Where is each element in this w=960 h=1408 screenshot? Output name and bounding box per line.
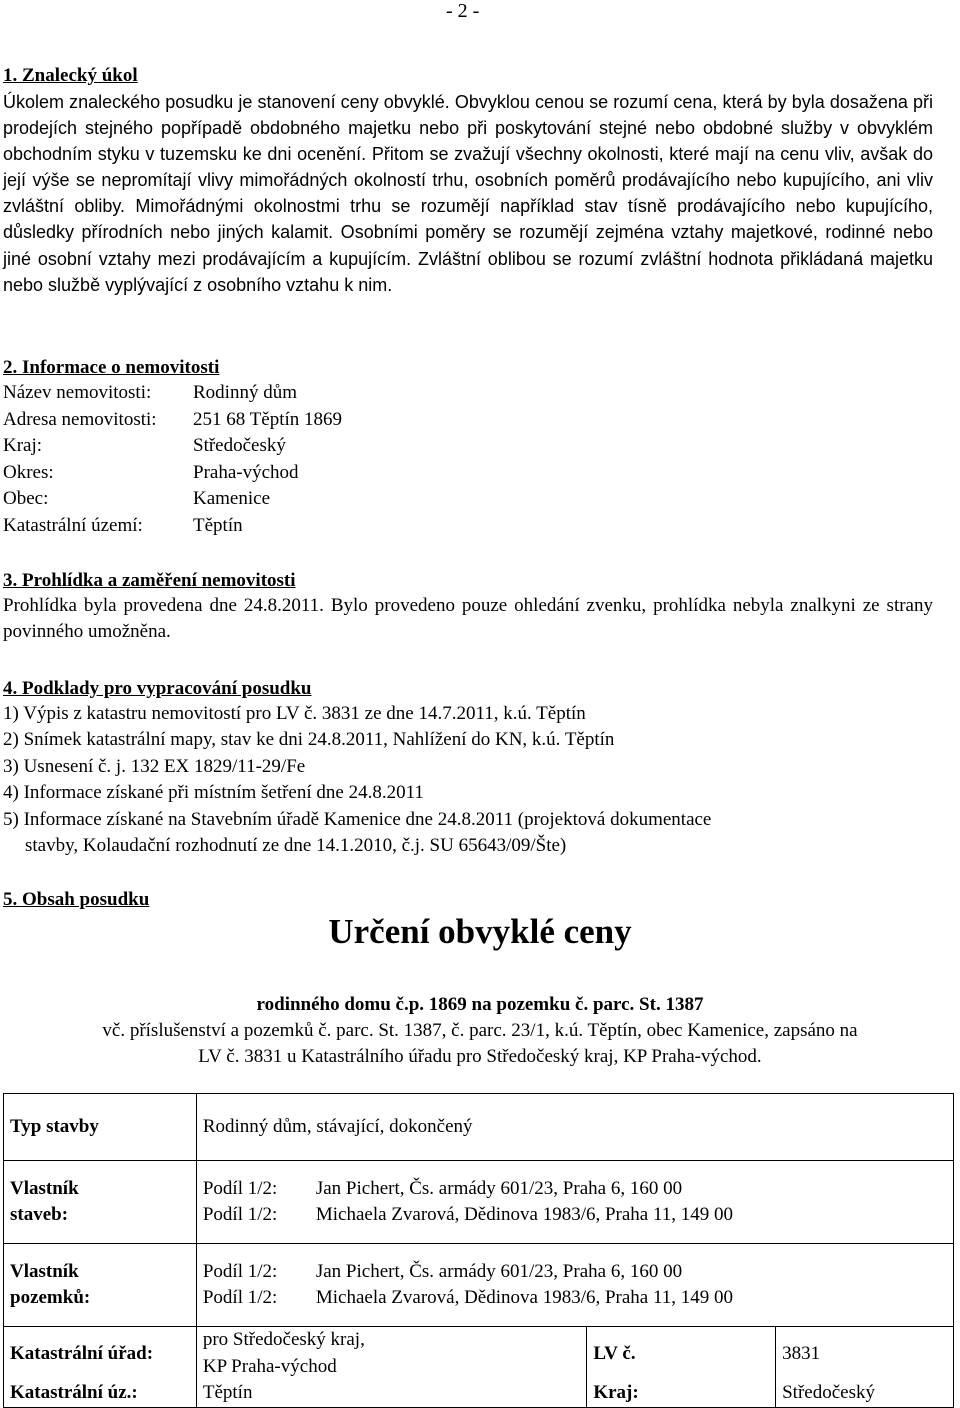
source-item: 4) Informace získané při místním šetření dne 24.8.2011 — [3, 782, 424, 804]
owner-share: Podíl 1/2: — [202, 1287, 278, 1308]
source-item: 2) Snímek katastrální mapy, stav ke dni 24.8.2011, Nahlížení do KN, k.ú. Těptín — [3, 729, 615, 751]
info-row — [3, 433, 933, 460]
vlastnik-pozemku-value — [196, 1244, 953, 1327]
source-item-continuation: stavby, Kolaudační rozhodnutí ze dne 14.1.2010, č.j. SU 65643/09/Šte) — [25, 835, 567, 857]
katastralni-urad-value-1: pro Středočeský kraj, — [202, 1329, 365, 1350]
typ-stavby-value: Rodinný dům, stávající, dokončený — [196, 1094, 953, 1161]
section-1-title: 1. Znalecký úkol — [3, 65, 138, 86]
vlastnik-pozemku-label-1: Vlastník — [10, 1260, 79, 1282]
section-3-text: Prohlídka byla provedena dne 24.8.2011. Bylo provedeno pouze ohledání zvenku, prohlídka nebyla znalkyni ze strany povinného umožněna. — [3, 595, 933, 643]
katastralni-urad-label: Katastrální úřad: — [10, 1343, 154, 1365]
lv-label: LV č. — [593, 1343, 636, 1365]
owner-row — [203, 1202, 947, 1229]
info-value: Praha-východ — [193, 461, 299, 483]
owner-share: Podíl 1/2: — [202, 1260, 278, 1282]
vlastnik-staveb-value — [196, 1161, 953, 1244]
owner-share: Podíl 1/2: — [202, 1177, 278, 1199]
katastr-labels-cell — [4, 1327, 197, 1408]
katastralni-urad-value-2: KP Praha-východ — [202, 1355, 337, 1377]
page-number: - 2 - — [446, 0, 480, 22]
katastr-values-cell — [196, 1327, 587, 1408]
property-subtitle: rodinného domu č.p. 1869 na pozemku č. parc. St. 1387 — [256, 994, 704, 1015]
owner-name: Jan Pichert, Čs. armády 601/23, Praha 6, 160 00 — [315, 1177, 683, 1199]
info-label: Katastrální území: — [3, 514, 143, 536]
kraj-value: Středočeský — [782, 1381, 875, 1403]
vlastnik-staveb-label-2: staveb: — [10, 1204, 69, 1225]
source-item: 1) Výpis z katastru nemovitostí pro LV č. 3831 ze dne 14.7.2011, k.ú. Těptín — [3, 703, 586, 724]
lv-kraj-labels-cell — [587, 1327, 776, 1408]
info-label: Okres: — [3, 461, 54, 483]
table-row — [4, 1161, 954, 1244]
vlastnik-staveb-label — [4, 1161, 197, 1244]
info-value: Těptín — [193, 514, 243, 536]
section-2 — [3, 356, 933, 539]
property-desc-line-1: vč. příslušenství a pozemků č. parc. St. 1387, č. parc. 23/1, k.ú. Těptín, obec Kamenice, zapsáno na — [102, 1020, 858, 1041]
owner-name: Michaela Zvarová, Dědinova 1983/6, Praha 11, 149 00 — [315, 1287, 734, 1308]
info-row — [3, 380, 933, 407]
main-heading: Určení obvyklé ceny — [328, 912, 632, 951]
section-3 — [3, 569, 933, 646]
info-row — [3, 460, 933, 487]
section-3-title: 3. Prohlídka a zaměření nemovitosti — [3, 570, 296, 591]
owner-row — [203, 1285, 947, 1312]
section-5-title: 5. Obsah posudku — [3, 889, 150, 910]
info-value: Středočeský — [193, 435, 286, 456]
section-5 — [3, 888, 933, 912]
property-table — [3, 1093, 954, 1408]
info-label: Adresa nemovitosti: — [3, 408, 157, 430]
vlastnik-pozemku-label-2: pozemků: — [10, 1287, 91, 1308]
info-label: Obec: — [3, 488, 49, 509]
lv-value: 3831 — [782, 1343, 821, 1365]
section-1-paragraph: Úkolem znaleckého posudku je stanovení ceny obvyklé. Obvyklou cenou se rozumí cena, která by byla dosažena při prodejích stejného popřípadě obdobného majetku nebo při poskytování stejné nebo obdobné služby v obvyklém obchodním styku v tuzemsku ke dni ocenění. Přitom se zvažují všechny okolnosti, které mají na cenu vliv, avšak do její výše se nepromítají vlivy mimořádných okolností trhu, osobních poměrů prodávajícího nebo kupujícího, ani vliv zvláštní obliby. Mimořádnými okolnostmi trhu se rozumějí například stav tísně prodávajícího nebo kupujícího, důsledky přírodních nebo jiných kalamit. Osobními poměry se rozumějí zejména vztahy majetkové, rodinné nebo jiné osobní vztahy mezi prodávajícím a kupujícím. Zvláštní oblibou se rozumí zvláštní hodnota přikládaná majetku nebo službě vyplývající z osobního vztahu k nim. — [3, 92, 933, 295]
info-row — [3, 513, 933, 540]
owner-row — [203, 1176, 947, 1203]
section-2-title: 2. Informace o nemovitosti — [3, 357, 220, 378]
kraj-label: Kraj: — [593, 1381, 639, 1403]
katastralni-uzemi-label: Katastrální úz.: — [10, 1381, 138, 1403]
section-1 — [3, 64, 933, 298]
section-4 — [3, 677, 933, 859]
source-item: 5) Informace získané na Stavebním úřadě Kamenice dne 24.8.2011 (projektová dokumentace — [3, 808, 712, 830]
section-4-title: 4. Podklady pro vypracování posudku — [3, 678, 312, 699]
info-value: 251 68 Těptín 1869 — [193, 408, 343, 430]
info-row — [3, 486, 933, 513]
table-row — [4, 1244, 954, 1327]
info-value: Kamenice — [193, 488, 271, 509]
vlastnik-pozemku-label — [4, 1244, 197, 1327]
lv-kraj-values-cell — [776, 1327, 954, 1408]
table-row — [4, 1327, 954, 1408]
table-row — [4, 1094, 954, 1161]
typ-stavby-label: Typ stavby — [4, 1094, 197, 1161]
vlastnik-staveb-label-1: Vlastník — [10, 1177, 79, 1199]
owner-share: Podíl 1/2: — [202, 1204, 278, 1225]
info-value: Rodinný dům — [193, 382, 297, 403]
info-label: Název nemovitosti: — [3, 382, 152, 403]
owner-name: Jan Pichert, Čs. armády 601/23, Praha 6, 160 00 — [315, 1260, 683, 1282]
owner-name: Michaela Zvarová, Dědinova 1983/6, Praha 11, 149 00 — [315, 1204, 734, 1225]
info-row — [3, 407, 933, 434]
source-item: 3) Usnesení č. j. 132 EX 1829/11-29/Fe — [3, 755, 306, 777]
property-desc-line-2: LV č. 3831 u Katastrálního úřadu pro Středočeský kraj, KP Praha-východ. — [198, 1046, 762, 1067]
info-label: Kraj: — [3, 435, 43, 456]
katastralni-uzemi-value: Těptín — [202, 1382, 253, 1403]
owner-row — [203, 1259, 947, 1286]
